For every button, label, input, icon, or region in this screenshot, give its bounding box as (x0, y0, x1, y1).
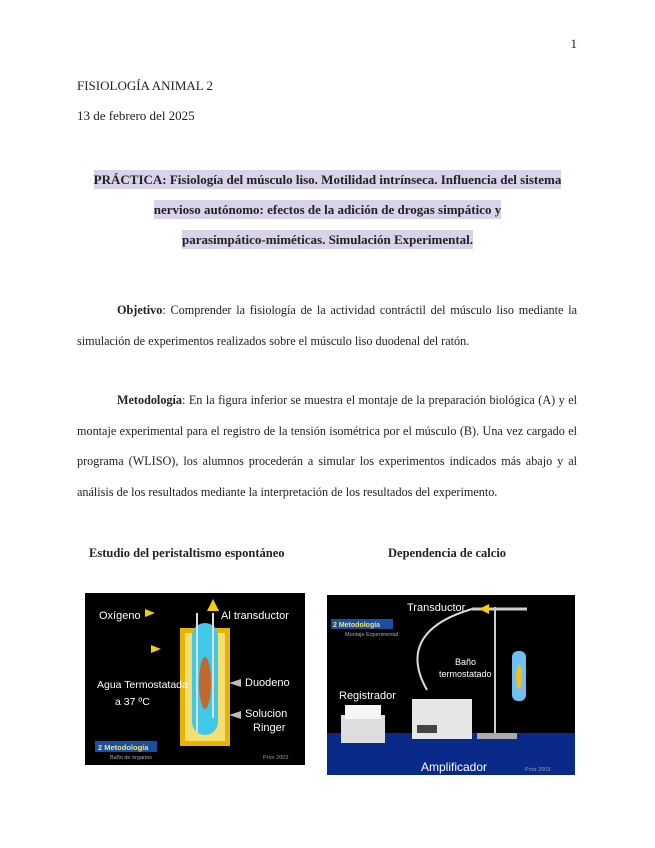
label-duodeno: Duodeno (245, 677, 290, 689)
caption-right: Dependencia de calcio (388, 546, 507, 560)
title-line-3: parasimpático-miméticas. Simulación Experimental. (181, 232, 474, 247)
label-ringer: Ringer (253, 722, 286, 734)
course-name: FISIOLOGÍA ANIMAL 2 (77, 78, 214, 93)
objective-paragraph (77, 295, 577, 356)
title-line-2: nervioso autónomo: efectos de la adición de drogas simpático y (153, 202, 502, 217)
label-bano: Baño (455, 657, 477, 667)
label-transductor-b: Transductor (407, 602, 466, 614)
label-temp: a 37 ºC (115, 696, 150, 708)
methodology-paragraph (77, 385, 577, 507)
badge-metodologia-b: 2 Metodología (333, 622, 381, 629)
credit-b: Prior 2003 (525, 767, 551, 773)
figure-experimental-setup (327, 595, 575, 775)
badge-sub-b: Montaje Experimental (345, 632, 399, 638)
title-line-1: PRÁCTICA: Fisiología del músculo liso. Motilidad intrínseca. Influencia del sistema (93, 172, 562, 187)
badge-sub-a: Baño de órganos (110, 755, 152, 761)
label-transductor: Al transductor (221, 610, 289, 622)
objective-label: Objetivo (117, 303, 163, 317)
badge-metodologia-a: 2 Metodología (98, 743, 149, 752)
credit-a: Prior 2003 (263, 755, 289, 761)
label-registrador: Registrador (339, 690, 396, 702)
page-number: 1 (570, 36, 577, 51)
label-termostatado: termostatado (439, 669, 492, 679)
label-oxigeno: Oxígeno (99, 610, 141, 622)
objective-text: : Comprender la fisiología de la actividad contráctil del músculo liso mediante la simulación de experimentos realizados sobre el músculo liso duodenal del ratón. (77, 303, 577, 348)
methodology-label: Metodología (117, 393, 182, 407)
label-amplificador: Amplificador (421, 760, 488, 774)
label-solucion: Solucion (245, 708, 288, 720)
practice-title (60, 165, 595, 255)
figure-organ-bath (85, 593, 305, 765)
methodology-text: : En la figura inferior se muestra el montaje de la preparación biológica (A) y el montaje experimental para el registro de la tensión isométrica por el músculo (B). Una vez cargado el programa (WLISO), los alumnos procederán a simular los experimentos indicados más abajo y al análisis de los resultados mediante la interpretación de los resultados del experimento. (77, 393, 577, 499)
caption-left: Estudio del peristaltismo espontáneo (89, 546, 285, 560)
document-date: 13 de febrero del 2025 (77, 108, 195, 123)
label-agua: Agua Termostatada (97, 679, 188, 691)
